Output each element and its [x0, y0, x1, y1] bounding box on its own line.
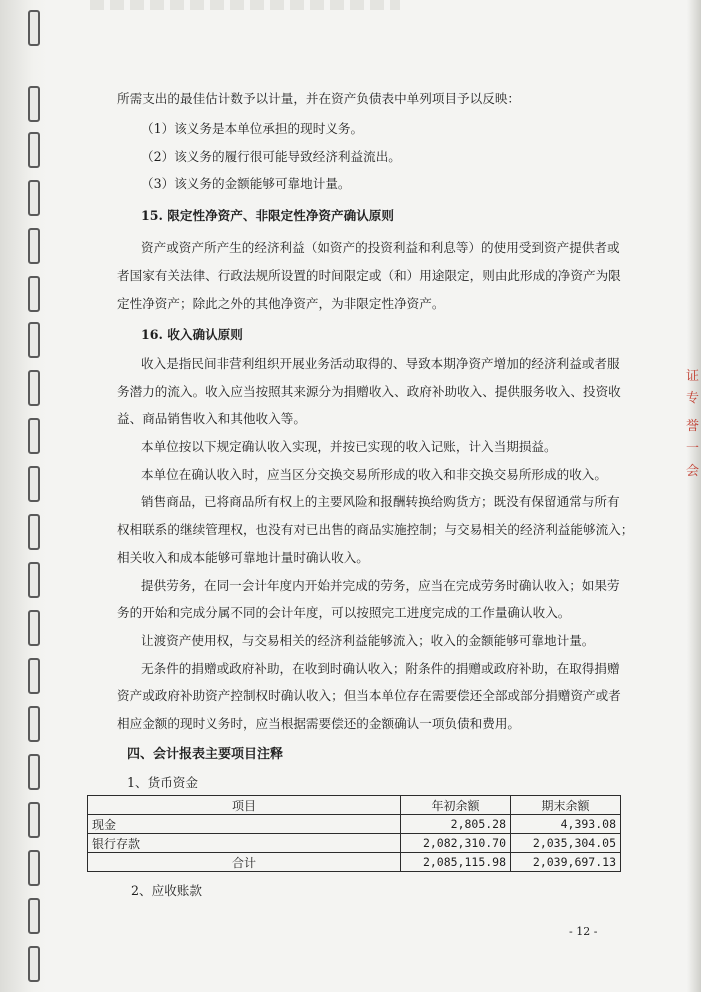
punch-hole [28, 610, 40, 646]
punch-hole [28, 180, 40, 216]
binding-margin [0, 0, 48, 992]
section-heading-15: 15. 限定性净资产、非限定性净资产确认原则 [141, 208, 394, 223]
paragraph-line: 权相联系的继续管理权，也没有对已出售的商品实施控制；与交易相关的经济利益能够流入； [117, 522, 634, 537]
table-row [88, 815, 621, 834]
faded-top-text [90, 0, 400, 10]
paragraph-line: 所需支出的最佳估计数予以计量，并在资产负债表中单列项目予以反映： [117, 91, 520, 106]
subsection-heading: 2、应收账款 [131, 883, 202, 898]
list-item: （3）该义务的金额能够可靠地计量。 [141, 176, 351, 191]
table-header-row [88, 796, 621, 815]
punch-hole [28, 10, 40, 46]
punch-hole [28, 322, 40, 358]
paragraph-line: 资产或资产所产生的经济利益（如资产的投资利益和利息等）的使用受到资产提供者或 [141, 240, 620, 255]
subsection-heading: 1、货币资金 [127, 775, 198, 790]
punch-hole [28, 802, 40, 838]
total-begin: 2,085,115.98 [401, 853, 511, 872]
total-item: 合计 [88, 853, 401, 872]
margin-stamp-char: 专 [685, 391, 699, 406]
margin-stamp-char: 誉 [685, 419, 699, 434]
punch-hole [28, 850, 40, 886]
header-end: 期末余额 [511, 796, 621, 815]
table-row [88, 834, 621, 853]
section-heading-16: 16. 收入确认原则 [141, 327, 243, 342]
punch-hole [28, 754, 40, 790]
paragraph-line: 务潜力的流入。收入应当按照其来源分为捐赠收入、政府补助收入、提供服务收入、投资收 [117, 384, 621, 399]
row-begin: 2,805.28 [401, 815, 511, 834]
row-end: 2,035,304.05 [511, 834, 621, 853]
paragraph-line: 无条件的捐赠或政府补助，在收到时确认收入；附条件的捐赠或政府补助，在取得捐赠 [141, 661, 620, 676]
punch-hole [28, 132, 40, 168]
list-item: （1）该义务是本单位承担的现时义务。 [141, 121, 364, 136]
punch-hole [28, 706, 40, 742]
paragraph-line: 相关收入和成本能够可靠地计量时确认收入。 [117, 550, 369, 565]
paragraph-line: 务的开始和完成分属不同的会计年度，可以按照完工进度完成的工作量确认收入。 [117, 605, 571, 620]
punch-hole [28, 658, 40, 694]
header-begin: 年初余额 [401, 796, 511, 815]
punch-hole [28, 86, 40, 122]
paragraph-line: 相应金额的现时义务时，应当根据需要偿还的金额确认一项负债和费用。 [117, 716, 520, 731]
margin-stamp-char: 证 [685, 369, 699, 384]
paragraph-line: 本单位在确认收入时，应当区分交换交易所形成的收入和非交换交易所形成的收入。 [141, 467, 607, 482]
table-total-row [88, 853, 621, 872]
paragraph-line: 提供劳务，在同一会计年度内开始并完成的劳务，应当在完成劳务时确认收入；如果劳 [141, 578, 620, 593]
list-item: （2）该义务的履行很可能导致经济利益流出。 [141, 149, 401, 164]
margin-stamp-char: 一 [685, 441, 699, 456]
section-heading-4: 四、会计报表主要项目注释 [127, 747, 284, 762]
punch-hole [28, 562, 40, 598]
row-end: 4,393.08 [511, 815, 621, 834]
punch-hole [28, 514, 40, 550]
paragraph-line: 者国家有关法律、行政法规所设置的时间限定或（和）用途限定，则由此形成的净资产为限 [117, 268, 621, 283]
punch-hole [28, 946, 40, 982]
total-end: 2,039,697.13 [511, 853, 621, 872]
punch-hole [28, 898, 40, 934]
punch-hole [28, 370, 40, 406]
header-item: 项目 [88, 796, 401, 815]
row-begin: 2,082,310.70 [401, 834, 511, 853]
punch-hole [28, 418, 40, 454]
punch-hole [28, 228, 40, 264]
cash-table [87, 795, 621, 872]
paragraph-line: 本单位按以下规定确认收入实现，并按已实现的收入记账，计入当期损益。 [141, 439, 557, 454]
page-number: - 12 - [569, 925, 598, 938]
paragraph-line: 益、商品销售收入和其他收入等。 [117, 411, 306, 426]
page-edge [687, 0, 701, 992]
punch-hole [28, 466, 40, 502]
paragraph-line: 让渡资产使用权，与交易相关的经济利益能够流入；收入的金额能够可靠地计量。 [141, 633, 595, 648]
paragraph-line: 收入是指民间非营利组织开展业务活动取得的、导致本期净资产增加的经济利益或者服 [141, 356, 620, 371]
punch-hole [28, 276, 40, 312]
margin-stamp-char: 会 [685, 464, 699, 479]
row-item: 现金 [88, 815, 401, 834]
paragraph-line: 定性净资产；除此之外的其他净资产，为非限定性净资产。 [117, 296, 445, 311]
paragraph-line: 资产或政府补助资产控制权时确认收入；但当本单位存在需要偿还全部或部分捐赠资产或者 [117, 688, 621, 703]
paragraph-line: 销售商品，已将商品所有权上的主要风险和报酬转换给购货方；既没有保留通常与所有 [141, 494, 620, 509]
row-item: 银行存款 [88, 834, 401, 853]
